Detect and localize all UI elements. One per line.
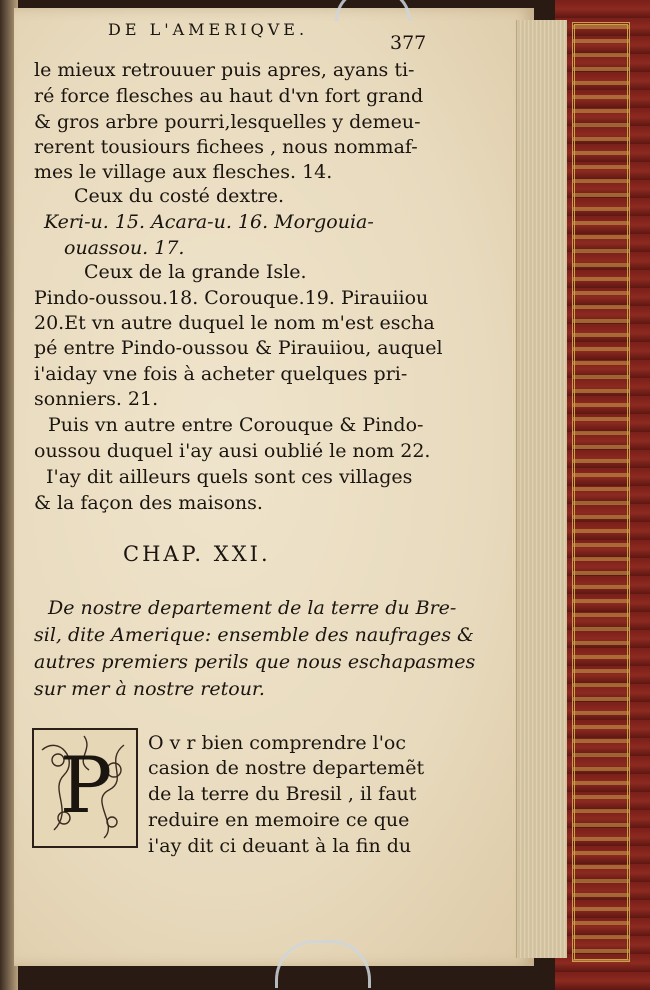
body-line: ouassou. 17.: [64, 237, 185, 259]
floral-ornament-icon: [34, 730, 136, 846]
body-line: O v r bien comprendre l'oc: [148, 732, 407, 754]
body-line: casion de nostre departemẽt: [148, 757, 425, 779]
body-line: Pindo-oussou.18. Corouque.19. Pirauiiou: [34, 287, 429, 309]
body-line: Ceux du costé dextre.: [74, 185, 285, 207]
body-line: Keri-u. 15. Acara-u. 16. Morgouia-: [44, 211, 374, 233]
page-number: 377: [390, 32, 427, 54]
body-line: mes le village aux flesches. 14.: [34, 161, 333, 183]
body-line: sonniers. 21.: [34, 388, 159, 410]
body-line: & la façon des maisons.: [34, 492, 263, 514]
drop-cap-letter: P: [59, 741, 113, 831]
summary-line: De nostre departement de la terre du Bre-: [48, 597, 457, 619]
body-line: ré force flesches au haut d'vn fort grand: [34, 85, 424, 107]
body-line: rerent tousiours fichees , nous nommaf-: [34, 136, 418, 158]
body-line: oussou duquel i'ay ausi oublié le nom 22.: [34, 440, 431, 462]
summary-line: autres premiers perils que nous eschapasmes: [34, 651, 476, 673]
body-line: le mieux retrouuer puis apres, ayans ti-: [34, 59, 415, 81]
body-line: Ceux de la grande Isle.: [84, 261, 307, 283]
body-line: I'ay dit ailleurs quels sont ces villages: [46, 466, 413, 488]
drop-cap-initial: [32, 728, 138, 848]
chapter-heading: CHAP. XXI.: [123, 542, 271, 566]
body-line: reduire en memoire ce que: [148, 809, 410, 831]
page-clip-top: [335, 0, 411, 21]
summary-line: sil, dite Amerique: ensemble des naufrages &: [34, 624, 474, 646]
running-title: DE L'AMERIQVE.: [108, 20, 309, 39]
body-line: pé entre Pindo-oussou & Pirauiiou, auquel: [34, 337, 443, 359]
body-line: 20.Et vn autre duquel le nom m'est escha: [34, 312, 435, 334]
summary-line: sur mer à nostre retour.: [34, 678, 265, 700]
body-line: de la terre du Bresil , il faut: [148, 783, 417, 805]
body-line: & gros arbre pourri,lesquelles y demeu-: [34, 111, 421, 133]
body-line: Puis vn autre entre Corouque & Pindo-: [48, 414, 424, 436]
body-line: i'ay dit ci deuant à la fin du: [148, 835, 412, 857]
body-line: i'aiday vne fois à acheter quelques pri-: [34, 363, 408, 385]
